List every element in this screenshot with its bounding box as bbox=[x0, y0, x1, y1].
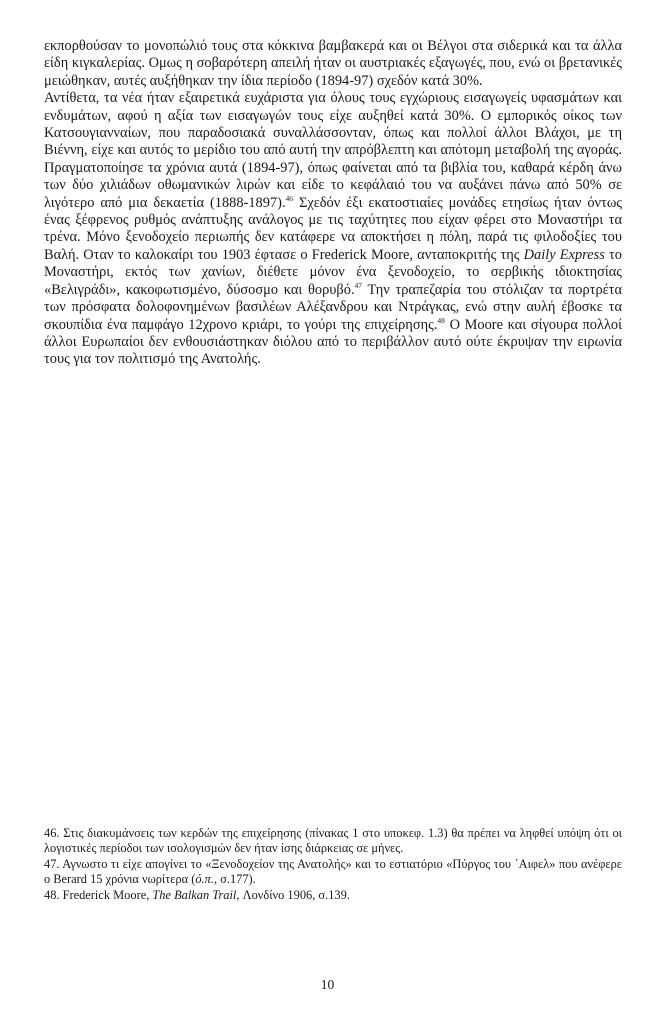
footnote-47-op-cit: ό.π. bbox=[195, 872, 214, 887]
footnote-48-book-title: The Balkan Trail bbox=[152, 887, 237, 902]
paragraph-2 bbox=[44, 90, 622, 369]
footnote-48-part-b: , Λονδίνο 1906, σ.139. bbox=[236, 887, 350, 902]
footnote-ref-48[interactable]: 48 bbox=[437, 315, 445, 325]
footnote-48 bbox=[44, 888, 622, 903]
footnote-46: 46. Στις διακυμάνσεις των κερδών της επιχείρησης (πίνακας 1 στο υποκεφ. 1.3) θα πρέπει να ληφθεί υπόψη ότι οι λογιστικές περίοδοι των ισολογισμών δεν ήταν ίσης διάρκειας σε μήνες. bbox=[44, 826, 622, 856]
paragraph-2-part-d: Την τραπεζαρία του στόλιζαν τα πορτρέτα των πρόσφατα δολοφονημένων βασιλέων Αλέξανδρου και Ντράγκας, ενώ στην αυλή έβοσκε τα σκουπίδια ένα παμφάγο 12χρονο κριάρι, το γούρι της επιχείρησης. bbox=[44, 281, 622, 333]
newspaper-title: Daily Express bbox=[523, 246, 605, 263]
paragraph-1: εκπορθούσαν το μονοπώλιό τους στα κόκκινα βαμβακερά και οι Βέλγοι στα σιδερικά και τα άλλα είδη κιγκαλερίας. Ομως η σοβαρότερη απειλή ήταν οι αυστριακές εξαγωγές, που, ενώ οι βρετανικές μειώθηκαν, αυτές αυξήθηκαν την ίδια περίοδο (1894-97) σχεδόν κατά 30%. bbox=[44, 38, 622, 89]
footnote-47-part-b: , σ.177). bbox=[213, 872, 256, 887]
main-text bbox=[44, 38, 622, 369]
footnote-47 bbox=[44, 857, 622, 888]
paragraph-2-part-c: το Μοναστήρι, εκτός των χανίων, διέθετε μόνον ένα ξενοδοχείο, το σερβικής ιδιοκτησίας «Βελιγράδι», κακοφωτισμένο, δύσοσμο και θορυβό. bbox=[44, 246, 622, 298]
paragraph-2-part-b: Σχεδόν έξι εκατοστιαίες μονάδες ετησίως ήταν όντως ένας ξέφρενος ρυθμός ανάπτυξης ανάλογος με τις ταχύτητες που είχαν φέρει στο Μοναστήρι τα τρένα. Μόνο ξενοδοχείο περιωπής δεν κατάφερε να αποκτήσει η πόλη, παρά τις φιλοδοξίες του Βαλή. Οταν το καλοκαίρι του 1903 έφτασε ο Frederick Moore, ανταποκριτής της bbox=[44, 194, 622, 263]
footnotes bbox=[44, 826, 622, 903]
footnote-47-part-a: 47. Αγνωστο τι είχε απογίνει το «Ξενοδοχείον της Ανατολής» και το εστιατόριο «Πύργος του ΄Αιφελ» που ανέφερε ο Berard 15 χρόνια νωρίτερα ( bbox=[44, 856, 622, 887]
page-number: 10 bbox=[320, 977, 335, 992]
footnote-48-part-a: 48. Frederick Moore, bbox=[44, 887, 153, 902]
paragraph-2-part-a: Αντίθετα, τα νέα ήταν εξαιρετικά ευχάριστα για όλους τους εγχώριους εισαγωγείς υφασμάτων και ενδυμάτων, αφού η αξία των εισαγωγών τους είχε αυξηθεί κατά 30%. Ο εμπορικός οίκος των Κατσουγιανναίων, που παραδοσιακά συναλλάσσονταν, όπως και πολλοί άλλοι Βλάχοι, με τη Βιέννη, είχε και αυτός το μερίδιο του από αυτή την απρόβλεπτη και απότομη μεταβολή της αγοράς. Πραγματοποίησε τα χρόνια αυτά (1894-97), όπως φαίνεται από τα βιβλία του, καθαρά κέρδη άνω των δύο χιλιάδων οθωμανικών λιρών και είδε το κεφάλαιό του να αυξάνει πάνω από 50% σε λιγότερο από μια δεκαετία (1888-1897). bbox=[44, 90, 622, 211]
footnote-ref-46[interactable]: 46 bbox=[285, 193, 294, 203]
paragraph-2-part-e: Ο Moore και σίγουρα πολλοί άλλοι Ευρωπαίοι δεν ενθουσιάστηκαν διόλου από το περιβάλλον αυτό ούτε έκρυψαν την ειρωνία τους για τον πολιτισμό της Ανατολής. bbox=[44, 316, 622, 368]
footnote-ref-47[interactable]: 47 bbox=[354, 280, 363, 290]
